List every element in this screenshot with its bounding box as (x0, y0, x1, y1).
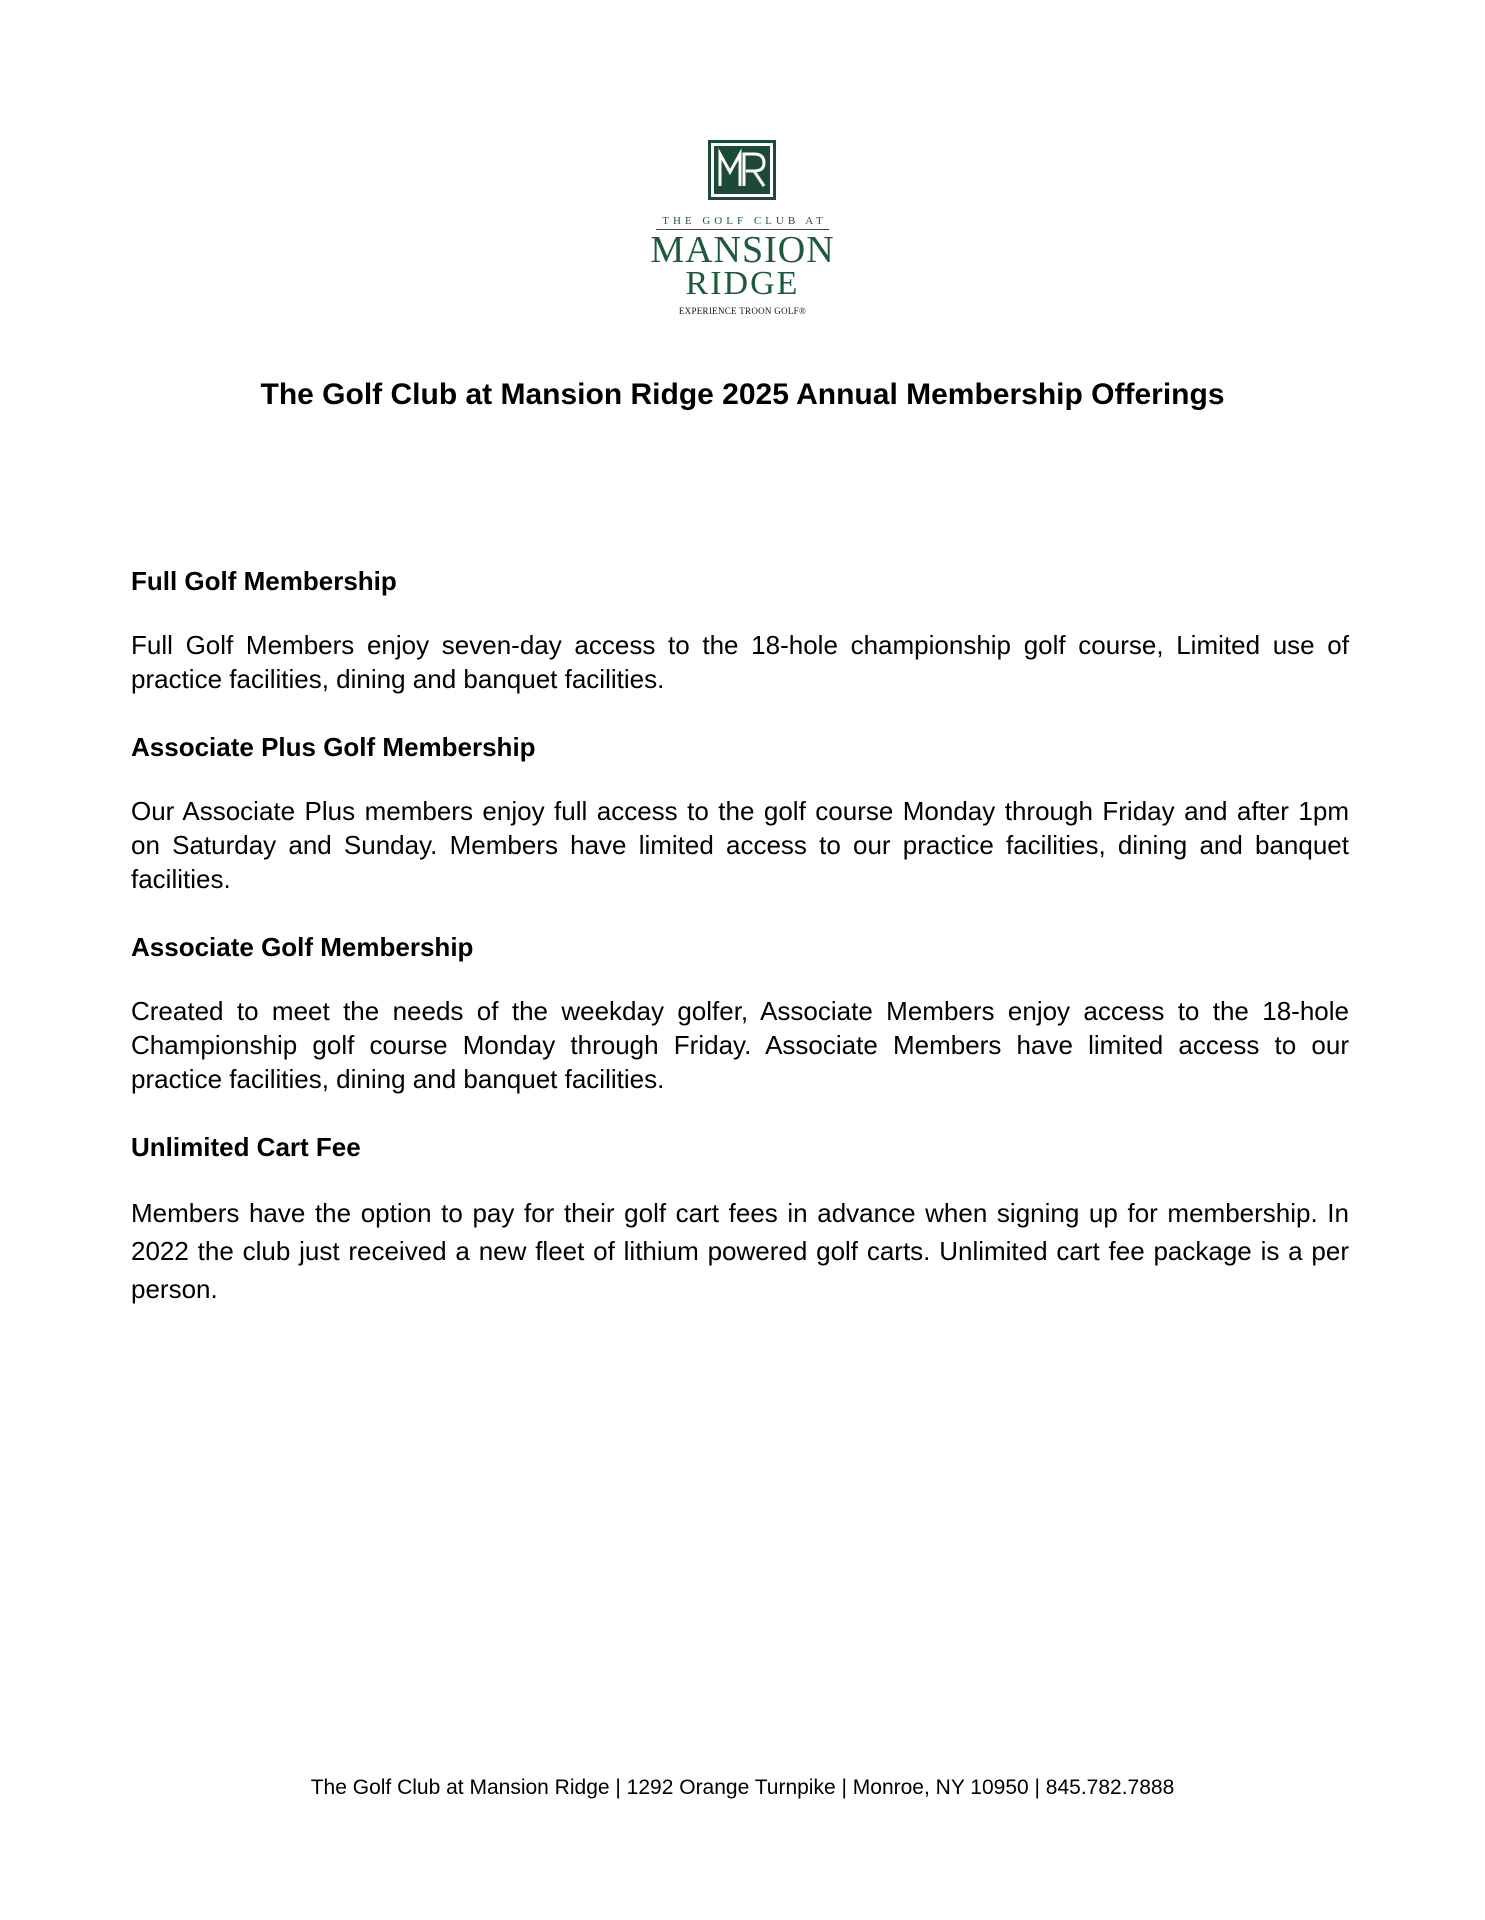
section-unlimited-cart-fee (131, 1131, 1349, 1308)
logo-area (0, 140, 1485, 316)
section-heading: Unlimited Cart Fee (131, 1132, 361, 1162)
club-logo (650, 140, 834, 316)
logo-tagline-bottom: EXPERIENCE TROON GOLF® (678, 306, 807, 316)
logo-tagline-top: THE GOLF CLUB AT (656, 214, 829, 230)
section-body: Members have the option to pay for their golf cart fees in advance when signing up for membership. In 2022 the club just received a new fleet of lithium powered golf carts. Unlimited cart fee package is a per person. (131, 1198, 1349, 1304)
section-associate-membership (131, 931, 1349, 1096)
section-body: Full Golf Members enjoy seven-day access to the 18-hole championship golf course, Limited use of practice facilities, dining and banquet facilities. (131, 630, 1349, 694)
logo-name-mansion: MANSION (650, 229, 835, 271)
section-body: Our Associate Plus members enjoy full access to the golf course Monday through Friday and after 1pm on Saturday and Sunday. Members have limited access to our practice facilities, dining and banquet facilities. (131, 796, 1349, 894)
footer-contact: The Golf Club at Mansion Ridge | 1292 Orange Turnpike | Monroe, NY 10950 | 845.782.7888 (310, 1776, 1175, 1799)
logo-name-ridge: RIDGE (685, 265, 800, 302)
section-body: Created to meet the needs of the weekday golfer, Associate Members enjoy access to the 18-hole Championship golf course Monday through Friday. Associate Members have limited access to our practice facilities, dining and banquet facilities. (131, 996, 1349, 1094)
page-title: The Golf Club at Mansion Ridge 2025 Annual Membership Offerings (260, 378, 1225, 411)
membership-sections (131, 565, 1349, 1343)
section-associate-plus-membership (131, 731, 1349, 896)
section-heading: Full Golf Membership (131, 566, 397, 596)
section-heading: Associate Plus Golf Membership (131, 732, 536, 762)
section-full-golf-membership (131, 565, 1349, 696)
monogram-mr-icon (708, 140, 776, 200)
section-heading: Associate Golf Membership (131, 932, 474, 962)
